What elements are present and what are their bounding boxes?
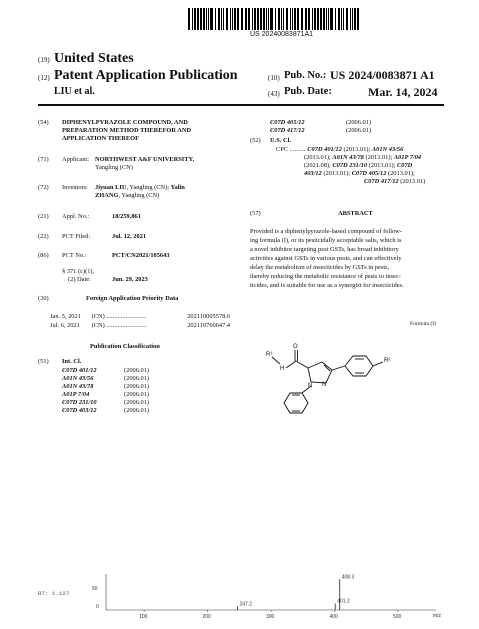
barcode-bar <box>341 8 342 30</box>
barcode-bar <box>215 8 216 30</box>
pub-no: US 2024/0083871 A1 <box>330 68 435 82</box>
abstract-title: ABSTRACT <box>338 210 373 217</box>
header-rule <box>38 104 444 106</box>
barcode-bar <box>352 8 353 30</box>
inventors-label: Inventors: <box>62 184 88 191</box>
pct-no-label: PCT No.: <box>62 252 87 259</box>
inventor-1-location: , Yangling (CN); <box>126 184 171 191</box>
abstract-line: activities against GSTs in various pests, and can effectively <box>250 255 402 262</box>
cpc-date: (2013.01); <box>386 170 415 177</box>
classification-title: Publication Classification <box>90 343 160 350</box>
barcode-bar <box>301 8 303 30</box>
cpc-date: (2013.01); <box>367 162 398 169</box>
barcode-bar <box>358 8 359 30</box>
barcode-number: US 20240083871A1 <box>250 31 314 38</box>
formula-label: Formula (I) <box>410 321 436 327</box>
x-tick-label: 300 <box>266 614 275 620</box>
mass-spectrum <box>92 572 456 620</box>
barcode-bar <box>238 8 239 30</box>
priority-country: (CN) ......................... <box>91 313 147 320</box>
cpc-line-4 <box>304 170 415 178</box>
x-tick-label: 100 <box>139 614 148 620</box>
us-cl-label: U.S. Cl. <box>270 137 291 144</box>
barcode-bar <box>221 8 222 30</box>
barcode-bar <box>206 8 207 30</box>
inventors-line-2 <box>95 192 159 200</box>
cpc-date: (2013.01); <box>321 170 352 177</box>
barcode-bar <box>350 8 351 30</box>
chemical-structure <box>250 328 450 428</box>
int-cl-code: C07D 401/12 <box>62 367 97 374</box>
int-cl-label: Int. Cl. <box>62 358 82 365</box>
x-unit-label: m/z <box>433 613 442 619</box>
atom-o: O <box>293 344 298 350</box>
inid-86: (86) <box>38 252 49 259</box>
barcode-bar <box>272 8 273 30</box>
priority-date: Jan. 5, 2021 <box>50 313 81 320</box>
barcode-bar <box>212 8 213 30</box>
atom-n2: N <box>322 382 327 388</box>
barcode-bar <box>252 8 253 30</box>
x-tick-label: 400 <box>329 614 338 620</box>
barcode-bar <box>290 8 291 30</box>
inid-71: (71) <box>38 156 49 163</box>
x-tick-label: 500 <box>392 614 402 620</box>
barcode-bar <box>286 8 288 30</box>
publication-type: Patent Application Publication <box>54 68 238 83</box>
substituent-r2: R² <box>384 358 391 364</box>
priority-country: (CN) ......................... <box>91 322 147 329</box>
s371-line-2: (2) Date: <box>68 276 91 283</box>
applicant-name: NORTHWEST A&F UNIVERSITY, <box>95 156 195 163</box>
int-cl-code: C07D 417/12 <box>270 127 305 134</box>
cpc-line-1 <box>276 146 403 154</box>
barcode-bar <box>275 8 276 30</box>
inid-72: (72) <box>38 184 49 191</box>
int-cl-row <box>62 391 149 399</box>
barcode-bar <box>241 8 243 30</box>
barcode-bar <box>338 8 340 30</box>
inventor-1: Jiyuan LIU <box>95 184 127 191</box>
barcode-bar <box>230 8 231 30</box>
cpc-code: A01N 43/78 <box>332 154 364 161</box>
pct-filed-date: Jul. 12, 2021 <box>112 233 147 240</box>
x-tick-label: 200 <box>202 614 211 620</box>
inid-54: (54) <box>38 119 49 126</box>
priority-title: Foreign Application Priority Data <box>86 295 179 302</box>
appl-no-label: Appl. No.: <box>62 213 90 220</box>
pct-filed-label: PCT Filed: <box>62 233 91 240</box>
applicant-label: Applicant: <box>62 156 89 163</box>
pub-no-label: Pub. No.: <box>284 70 327 81</box>
barcode-bar <box>312 8 313 30</box>
barcode-bar <box>226 8 228 30</box>
atom-nh: H <box>280 366 285 372</box>
cpc-date: (2013.01); <box>363 154 394 161</box>
inid-43: (43) <box>268 90 280 98</box>
title-line-1: DIPHENYLPYRAZOLE COMPOUND, AND <box>62 119 188 126</box>
int-cl-year: (2006.01) <box>124 391 150 398</box>
barcode-bar <box>292 8 293 30</box>
cpc-code: C07D 405/12 <box>351 170 387 177</box>
priority-row <box>50 322 230 330</box>
int-cl-code: A01N 43/56 <box>62 375 94 382</box>
barcode-bar <box>254 8 255 30</box>
int-cl-year: (2006.01) <box>124 407 150 414</box>
cpc-date: (2013.01); <box>341 146 372 153</box>
cpc-code: C07D <box>397 162 413 169</box>
int-cl-row <box>62 407 149 415</box>
int-cl-row <box>62 367 149 375</box>
barcode-bar <box>335 8 336 30</box>
inventor-2-location: , Yangling (CN) <box>118 192 160 199</box>
int-cl-year: (2006.01) <box>124 399 150 406</box>
barcode-bar <box>326 8 327 30</box>
substituent-r1: R¹ <box>266 352 273 358</box>
int-cl-code: C07D 403/12 <box>62 407 97 414</box>
inventors-line-1 <box>95 184 185 192</box>
barcode-bar <box>223 8 224 30</box>
int-cl-year: (2006.01) <box>124 375 150 382</box>
country: United States <box>54 51 134 66</box>
inid-19: (19) <box>38 56 50 64</box>
barcode-bar <box>257 8 259 30</box>
barcode-bar <box>218 8 220 30</box>
int-cl-row <box>62 375 149 383</box>
barcode-bar <box>283 8 284 30</box>
inid-12: (12) <box>38 74 50 82</box>
cpc-code: A01P 7/04 <box>393 154 422 161</box>
barcode-bar <box>298 8 299 30</box>
inventor-2-first: Yalin <box>170 184 185 191</box>
cpc-line-5 <box>364 178 425 186</box>
int-cl-year: (2006.01) <box>124 367 150 374</box>
int-cl-year: (2006.01) <box>346 119 372 126</box>
title-line-2: PREPARATION METHOD THEREFOR AND <box>62 127 192 134</box>
barcode-bar <box>308 8 310 30</box>
title-line-3: APPLICATION THEREOF <box>62 135 139 142</box>
barcode-bar <box>266 8 267 30</box>
priority-row <box>50 313 230 321</box>
inventor-2-last: ZHANG <box>95 192 119 199</box>
barcode-bar <box>203 8 205 30</box>
cpc-code: C07D 401/12 <box>307 146 342 153</box>
inid-51: (51) <box>38 358 49 365</box>
int-cl-row <box>62 383 149 391</box>
inid-21: (21) <box>38 213 49 220</box>
inid-57: (57) <box>250 210 261 217</box>
int-cl-row <box>270 127 371 135</box>
cpc-code: 403/12 <box>304 170 322 177</box>
cpc-code: A01N 43/56 <box>371 146 404 153</box>
rt-label: RT: 1.127 <box>38 590 70 597</box>
int-cl-code: C07D 231/10 <box>62 399 97 406</box>
pub-date: Mar. 14, 2024 <box>368 85 438 99</box>
s371-line-1: § 371 (c)(1), <box>62 268 95 275</box>
barcode-bar <box>343 8 344 30</box>
abstract-line: thereby reducing the metabolic resistance of pests to insec- <box>250 273 401 280</box>
cpc-label: CPC .......... <box>276 146 306 153</box>
abstract-line: a novel inhibitor targeting pest GSTs, has broad inhibitory <box>250 246 399 253</box>
int-cl-code: A01P 7/04 <box>62 391 90 398</box>
barcode-bar <box>332 8 333 30</box>
cpc-date: (2021.08); <box>304 162 333 169</box>
int-cl-row <box>62 399 149 407</box>
inid-10: (10) <box>268 74 280 82</box>
cpc-line-2 <box>304 154 421 162</box>
cpc-code: C07D 231/10 <box>332 162 368 169</box>
inid-52: (52) <box>250 137 261 144</box>
authors: LIU et al. <box>54 86 95 97</box>
barcode-bar <box>188 8 190 30</box>
barcode-bar <box>281 8 282 30</box>
cpc-date: (2013.01); <box>304 154 333 161</box>
priority-date: Jul. 6, 2021 <box>50 322 80 329</box>
peak-label: 247.2 <box>239 601 253 608</box>
abstract-line: delay the metabolism of insecticides by GSTs in pests, <box>250 264 390 271</box>
abstract-line: Provided is a diphenylpyrazole-based compound of follow- <box>250 228 402 235</box>
priority-number: 202110760647.4 <box>187 322 231 329</box>
y-tick-label: 0 <box>96 604 99 610</box>
inid-30: (30) <box>38 295 49 302</box>
barcode-bar <box>232 8 233 30</box>
barcode-bar <box>194 8 195 30</box>
peak-label: 408.3 <box>341 574 355 581</box>
barcode-bar <box>314 8 315 30</box>
y-tick-label: 50 <box>92 586 98 592</box>
inid-22: (22) <box>38 233 49 240</box>
barcode-bar <box>197 8 199 30</box>
barcode-bar <box>278 8 280 30</box>
priority-number: 202110005578.6 <box>187 313 231 320</box>
barcode <box>188 8 360 30</box>
int-cl-year: (2006.01) <box>124 383 150 390</box>
pct-no: PCT/CN2021/105643 <box>112 252 170 259</box>
barcode-bar <box>323 8 325 30</box>
abstract-line: ticides, and is suitable for use as a synergist for insecticides. <box>250 282 404 289</box>
int-cl-code: C07D 405/12 <box>270 119 305 126</box>
cpc-code: C07D 417/12 <box>364 178 399 185</box>
cpc-line-3 <box>304 162 412 170</box>
barcode-bar <box>192 8 193 30</box>
pub-date-label: Pub. Date: <box>284 86 332 97</box>
barcode-bar <box>263 8 265 30</box>
int-cl-year: (2006.01) <box>346 127 372 134</box>
barcode-bar <box>317 8 319 30</box>
cpc-date: (2013.01) <box>398 178 426 185</box>
int-cl-row <box>270 119 371 127</box>
abstract-line: ing formula (I), or its pesticidally acceptable salts, which is <box>250 237 402 244</box>
appl-no: 18/259,861 <box>112 213 141 220</box>
applicant-location: Yangling (CN) <box>95 164 133 171</box>
peak-label: 401.2 <box>337 598 350 605</box>
barcode-bar <box>346 8 348 30</box>
s371-date: Jun. 29, 2023 <box>112 276 148 283</box>
atom-n1: N <box>308 383 313 389</box>
int-cl-code: A01N 43/78 <box>62 383 94 390</box>
barcode-bar <box>248 8 250 30</box>
